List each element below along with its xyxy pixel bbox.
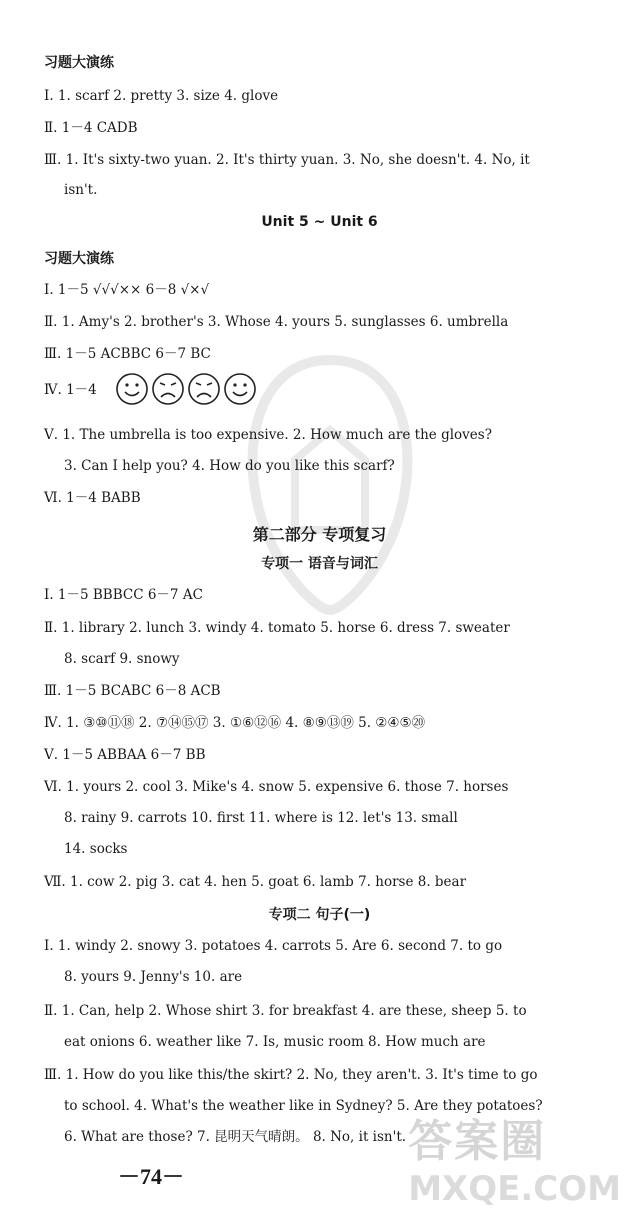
answer-line: eat onions 6. weather like 7. Is, music room 8. How much are (64, 1034, 486, 1050)
answer-line: Ⅰ. 1. scarf 2. pretty 3. size 4. glove (44, 88, 279, 104)
sad-face-icon (151, 372, 185, 406)
answer-line: isn't. (64, 182, 98, 198)
site-watermark (408, 1105, 621, 1209)
answer-line: 3. Can I help you? 4. How do you like this scarf? (64, 458, 395, 474)
answer-line: Ⅴ. 1－5 ABBAA 6－7 BB (44, 747, 206, 763)
section1-heading: 习题大演练 (44, 55, 114, 71)
answer-line: Ⅳ. 1－4 (44, 382, 97, 398)
answer-line: 8. scarf 9. snowy (64, 651, 180, 667)
answer-line: Ⅰ. 1－5 √√√×× 6－8 √×√ (44, 282, 210, 298)
face-answers (115, 372, 257, 406)
unit-title: Unit 5 ~ Unit 6 (261, 214, 378, 230)
answer-line: Ⅲ. 1－5 ACBBC 6－7 BC (44, 346, 211, 362)
topic1-title: 专项一 语音与词汇 (261, 556, 378, 572)
answer-line: 14. socks (64, 841, 128, 857)
answer-line: to school. 4. What's the weather like in Sydney? 5. Are they potatoes? (64, 1098, 543, 1114)
answer-line: Ⅱ. 1－4 CADB (44, 120, 138, 136)
answer-line: 8. rainy 9. carrots 10. first 11. where is 12. let's 13. small (64, 810, 458, 826)
watermark-text: 答案圈 (408, 1116, 547, 1167)
watermark-url: MXQE.COM (408, 1169, 621, 1209)
answer-line: Ⅳ. 1. ③⑩⑪⑱ 2. ⑦⑭⑮⑰ 3. ①⑥⑫⑯ 4. ⑧⑨⑬⑲ 5. ②④⑤⑳ (44, 715, 426, 731)
section2-heading: 习题大演练 (44, 251, 114, 267)
answer-line: Ⅲ. 1. It's sixty-two yuan. 2. It's thirty yuan. 3. No, she doesn't. 4. No, it (44, 152, 530, 168)
answer-line: 8. yours 9. Jenny's 10. are (64, 969, 243, 985)
answer-line: Ⅴ. 1. The umbrella is too expensive. 2. How much are the gloves? (44, 427, 492, 443)
answer-line: Ⅲ. 1. How do you like this/the skirt? 2. No, they aren't. 3. It's time to go (44, 1067, 538, 1083)
answer-line: Ⅵ. 1－4 BABB (44, 490, 141, 506)
part2-title: 第二部分 专项复习 (252, 525, 387, 544)
answer-line: Ⅱ. 1. Amy's 2. brother's 3. Whose 4. yours 5. sunglasses 6. umbrella (44, 314, 509, 330)
page-number: －74－ (118, 1164, 185, 1189)
answer-line: Ⅵ. 1. yours 2. cool 3. Mike's 4. snow 5. expensive 6. those 7. horses (44, 779, 509, 795)
happy-face-icon (223, 372, 257, 406)
answer-line: Ⅰ. 1. windy 2. snowy 3. potatoes 4. carrots 5. Are 6. second 7. to go (44, 938, 503, 954)
happy-face-icon (115, 372, 149, 406)
topic2-title: 专项二 句子(一) (268, 907, 371, 923)
answer-line: 6. What are those? 7. 昆明天气晴朗。 8. No, it isn't. (64, 1129, 407, 1145)
answer-line: Ⅶ. 1. cow 2. pig 3. cat 4. hen 5. goat 6. lamb 7. horse 8. bear (44, 874, 467, 890)
sad-face-icon (187, 372, 221, 406)
answer-line: Ⅲ. 1－5 BCABC 6－8 ACB (44, 683, 221, 699)
answer-line: Ⅰ. 1－5 BBBCC 6－7 AC (44, 587, 203, 603)
answer-line: Ⅱ. 1. Can, help 2. Whose shirt 3. for breakfast 4. are these, sheep 5. to (44, 1003, 527, 1019)
answer-line: Ⅱ. 1. library 2. lunch 3. windy 4. tomato 5. horse 6. dress 7. sweater (44, 620, 510, 636)
